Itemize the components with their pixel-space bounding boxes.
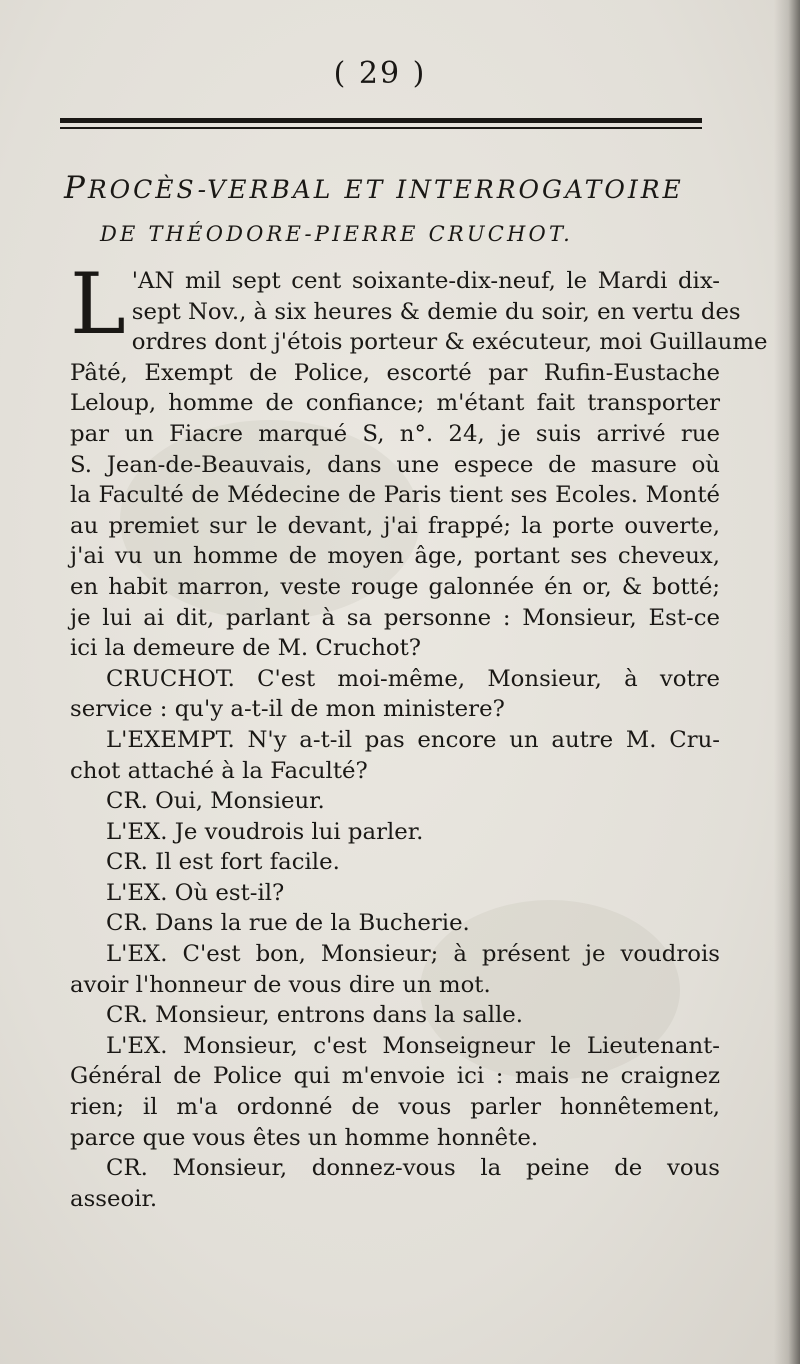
dialogue-line: parce que vous êtes un homme honnête. [70, 1124, 539, 1151]
body-line: j'ai vu un homme de moyen âge, portant ses cheveux, [70, 543, 720, 570]
dialogue-line: L'EX. Où est-il? [106, 879, 285, 906]
dialogue-line: CRUCHOT. C'est moi-même, Monsieur, à votre [106, 665, 720, 692]
dialogue-line: avoir l'honneur de vous dire un mot. [70, 971, 491, 998]
body-text [70, 255, 768, 1214]
title-initial: P [64, 170, 88, 206]
body-line: Pâté, Exempt de Police, escorté par Rufin-Eustache [70, 359, 720, 386]
page-number: ( 29 ) [333, 56, 427, 91]
dialogue-line: rien; il m'a ordonné de vous parler honnêtement, [70, 1094, 720, 1121]
dialogue-line: L'EXEMPT. N'y a-t-il pas encore un autre M. Cru- [106, 726, 720, 753]
dialogue-line: chot attaché à la Faculté? [70, 757, 368, 784]
drop-cap: L [70, 255, 126, 353]
dialogue-line: CR. Il est fort facile. [106, 849, 340, 876]
body-line: la Faculté de Médecine de Paris tient ses Ecoles. Monté [70, 482, 720, 509]
body-line: ordres dont j'étois porteur & exécuteur, moi Guillaume [131, 329, 768, 356]
header-rule-thick [60, 118, 702, 123]
body-line: au premiet sur le devant, j'ai frappé; la porte ouverte, [70, 512, 720, 539]
title-line-1 [64, 170, 684, 206]
page-edge-shadow [774, 0, 800, 1364]
dialogue-line: L'EX. Monsieur, c'est Monseigneur le Lieutenant- [106, 1032, 720, 1059]
dialogue-line: service : qu'y a-t-il de mon ministere? [70, 696, 505, 723]
dialogue-line: CR. Oui, Monsieur. [106, 788, 325, 815]
title-line-1-text: ROCÈS-VERBAL ET INTERROGATOIRE [87, 175, 684, 204]
dialogue-line: CR. Dans la rue de la Bucherie. [106, 910, 470, 937]
dialogue-line: CR. Monsieur, entrons dans la salle. [106, 1002, 524, 1029]
dialogue-line: CR. Monsieur, donnez-vous la peine de vous [106, 1155, 720, 1182]
title-line-2: DE THÉODORE-PIERRE CRUCHOT. [100, 222, 573, 246]
body-line: 'AN mil sept cent soixante-dix-neuf, le Mardi dix- [131, 268, 720, 294]
body-line: en habit marron, veste rouge galonnée én or, & botté; [70, 573, 720, 600]
body-line: S. Jean-de-Beauvais, dans une espece de masure où [70, 451, 720, 478]
dialogue-line: asseoir. [70, 1185, 158, 1212]
body-line: Leloup, homme de confiance; m'étant fait transporter [70, 390, 720, 417]
header-rule-thin [60, 127, 702, 129]
body-line: ici la demeure de M. Cruchot? [70, 635, 421, 662]
body-line: sept Nov., à six heures & demie du soir, en vertu des [131, 298, 741, 325]
body-line: par un Fiacre marqué S, n°. 24, je suis arrivé rue [70, 420, 720, 447]
dialogue-line: L'EX. C'est bon, Monsieur; à présent je voudrois [106, 941, 720, 968]
body-line: je lui ai dit, parlant à sa personne : Monsieur, Est-ce [70, 604, 720, 631]
dialogue-line: Général de Police qui m'envoie ici : mais ne craignez [70, 1063, 720, 1090]
dialogue-line: L'EX. Je voudrois lui parler. [106, 818, 424, 845]
